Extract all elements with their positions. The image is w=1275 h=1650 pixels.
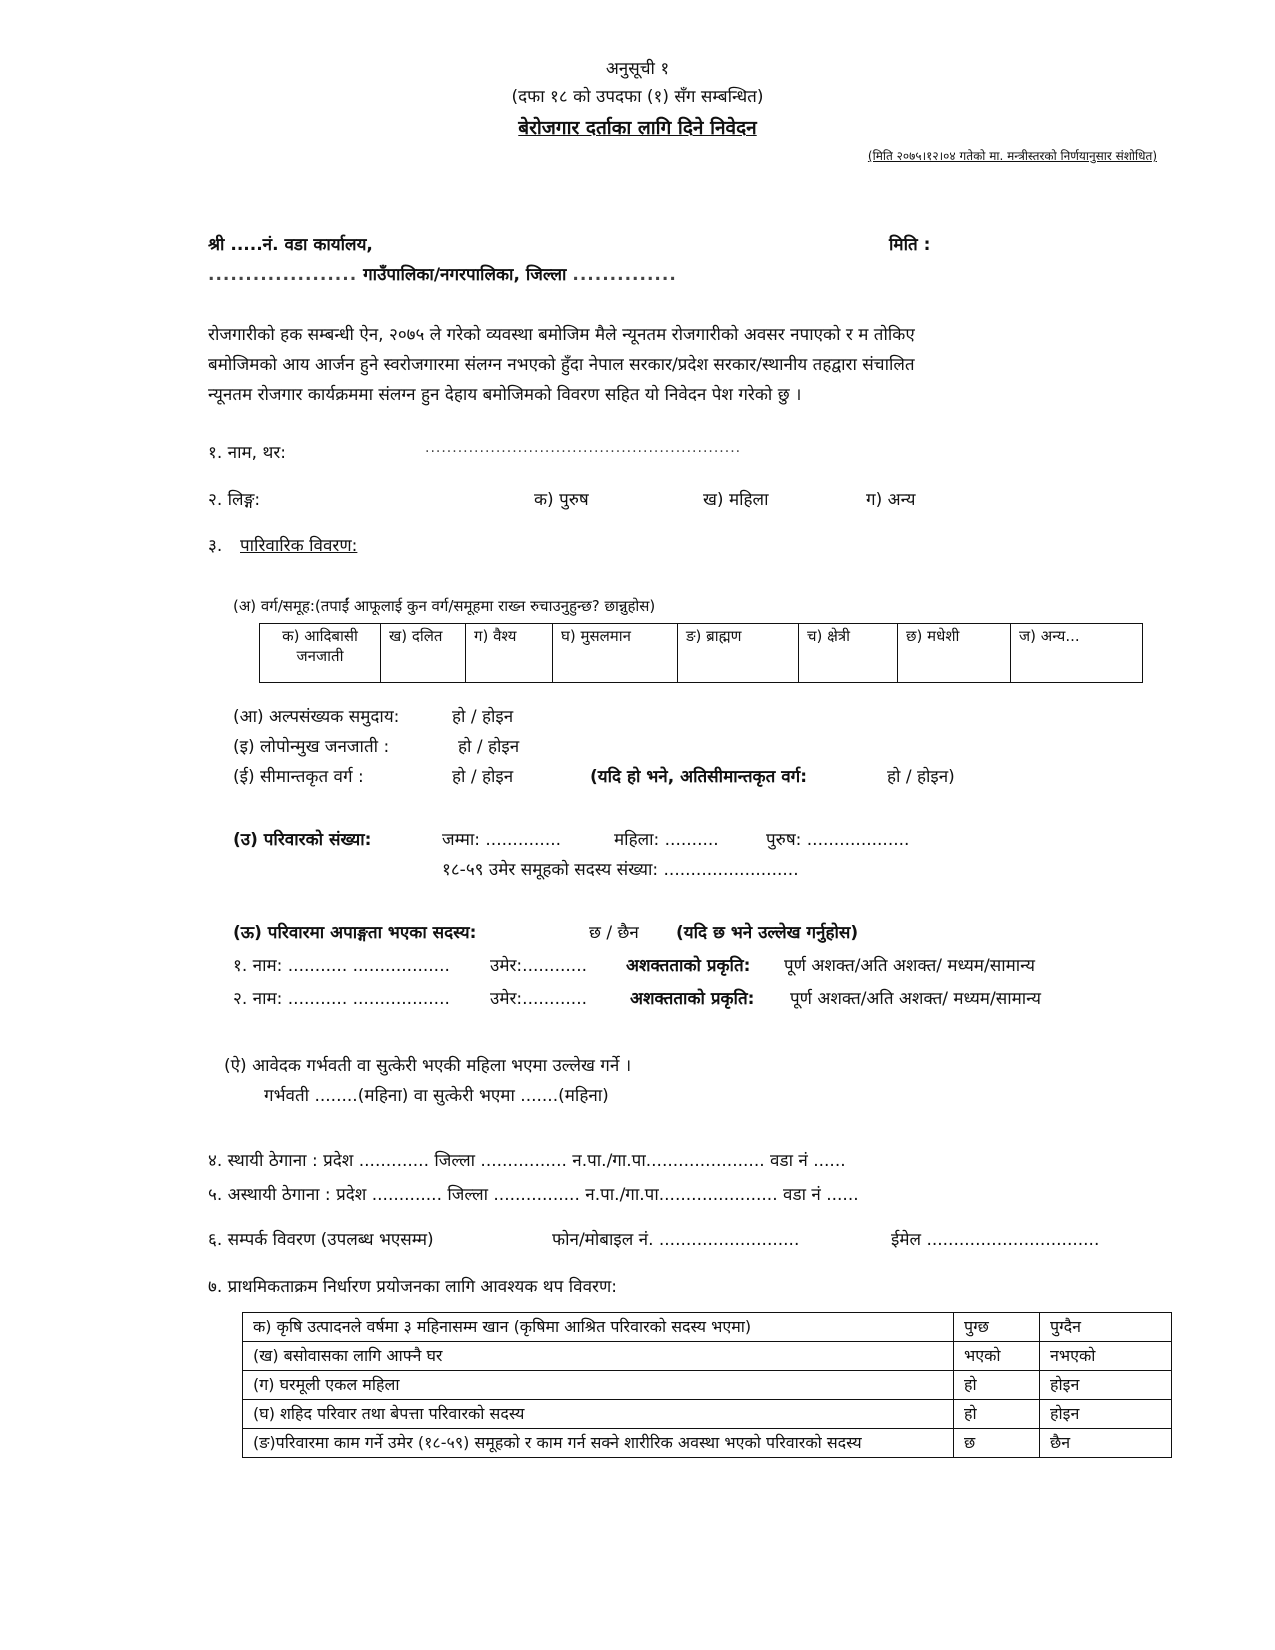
reference-line: (दफा १८ को उपदफा (१) सँग सम्बन्धित) xyxy=(511,87,764,107)
group-option[interactable]: क) आदिबासी जनजाती xyxy=(260,624,381,683)
priority-answer-no[interactable]: होइन xyxy=(1040,1400,1172,1429)
priority-answer-yes[interactable]: हो xyxy=(954,1371,1040,1400)
priority-answer-no[interactable]: होइन xyxy=(1040,1371,1172,1400)
priority-question: (ख) बसोवासका लागि आफ्नै घर xyxy=(243,1342,954,1371)
family-size-label: (उ) परिवारको संख्या: xyxy=(233,830,372,850)
family-details-heading: पारिवारिक विवरण: xyxy=(240,536,358,556)
marginalized-options[interactable]: हो / होइन xyxy=(452,767,514,787)
family-total-field[interactable]: जम्मा: .............. xyxy=(442,830,562,850)
group-option[interactable]: च) क्षेत्री xyxy=(799,624,898,683)
disabled-member-age-1[interactable]: उमेर:............ xyxy=(490,956,588,976)
disability-options[interactable]: छ / छैन xyxy=(589,923,639,943)
group-option[interactable]: ग) वैश्य xyxy=(466,624,553,683)
priority-question: (घ) शहिद परिवार तथा बेपत्ता परिवारको सदस्य xyxy=(243,1400,954,1429)
priority-question: (ग) घरमूली एकल महिला xyxy=(243,1371,954,1400)
item7-label: ७. प्राथमिकताक्रम निर्धारण प्रयोजनका लागि आवश्यक थप विवरण: xyxy=(208,1277,618,1297)
extreme-marginalized-label: (यदि हो भने, अतिसीमान्तकृत वर्ग: xyxy=(590,767,808,787)
priority-answer-yes[interactable]: पुग्छ xyxy=(954,1313,1040,1342)
group-prompt: (अ) वर्ग/समूह:(तपाईं आफूलाई कुन वर्ग/समूहमा राख्न रुचाउनुहुन्छ? छान्नुहोस) xyxy=(233,597,656,615)
table-row xyxy=(243,1400,1172,1429)
temporary-address-line[interactable]: ५. अस्थायी ठेगाना : प्रदेश ............. जिल्ला ................ न.पा./गा.पा...................... वडा नं ...... xyxy=(208,1185,859,1205)
priority-answer-yes[interactable]: हो xyxy=(954,1400,1040,1429)
disability-note: (यदि छ भने उल्लेख गर्नुहोस) xyxy=(676,923,859,943)
priority-answer-no[interactable]: छैन xyxy=(1040,1429,1172,1458)
addressee-municipality-text: गाउँपालिका/नगरपालिका, जिल्ला xyxy=(363,265,567,285)
group-option[interactable]: ज) अन्य... xyxy=(1011,624,1143,683)
phone-field[interactable]: फोन/मोबाइल नं. .......................... xyxy=(552,1230,800,1250)
group-option[interactable]: ङ) ब्राह्मण xyxy=(678,624,799,683)
endangered-label: (इ) लोपोन्मुख जनजाती : xyxy=(233,737,390,757)
priority-question: क) कृषि उत्पादनले वर्षमा ३ महिनासम्म खान (कृषिमा आश्रित परिवारको सदस्य भएमा) xyxy=(243,1313,954,1342)
disability-label: (ऊ) परिवारमा अपाङ्गता भएका सदस्य: xyxy=(233,923,477,943)
item1-label: १. नाम, थर: xyxy=(208,443,287,463)
table-row xyxy=(243,1371,1172,1400)
name-field[interactable]: .......................................................... xyxy=(425,440,742,456)
extreme-marginalized-options[interactable]: हो / होइन) xyxy=(887,767,955,787)
amendment-note: (मिति २०७५।१२।०४ गतेको मा. मन्त्रीस्तरको निर्णयानुसार संशोधित) xyxy=(867,149,1157,163)
priority-answer-no[interactable]: पुग्दैन xyxy=(1040,1313,1172,1342)
minority-options[interactable]: हो / होइन xyxy=(452,707,514,727)
intro-line-2: बमोजिमको आय आर्जन हुने स्वरोजगारमा संलग्न नभएको हुँदा नेपाल सरकार/प्रदेश सरकार/स्थानीय तहद्वारा संचालित xyxy=(208,355,915,375)
table-row xyxy=(243,1342,1172,1371)
caste-group-table xyxy=(259,623,1143,683)
item3-label: ३. xyxy=(208,536,223,556)
addressee-dots-right[interactable]: .............. xyxy=(572,265,677,285)
schedule-label: अनुसूची १ xyxy=(605,59,670,79)
disabled-member-name-2[interactable]: २. नाम: ........... .................. xyxy=(233,989,450,1009)
addressee-dots-left[interactable]: .................... xyxy=(208,265,358,285)
gender-option-female[interactable]: ख) महिला xyxy=(703,490,769,510)
priority-question: (ङ)परिवारमा काम गर्ने उमेर (१८-५९) समूहको र काम गर्न सक्ने शारीरिक अवस्था भएको परिवारको सदस्य xyxy=(243,1429,954,1458)
email-field[interactable]: ईमेल ................................ xyxy=(891,1230,1100,1250)
disabled-member-name-1[interactable]: १. नाम: ........... .................. xyxy=(233,956,450,976)
form-title: बेरोजगार दर्ताका लागि दिने निवेदन xyxy=(518,117,757,139)
disability-nature-label-1: अशक्तताको प्रकृति: xyxy=(626,956,751,976)
disabled-member-age-2[interactable]: उमेर:............ xyxy=(490,989,588,1009)
disability-nature-label-2: अशक्तताको प्रकृति: xyxy=(630,989,755,1009)
group-option[interactable]: ख) दलित xyxy=(381,624,466,683)
endangered-options[interactable]: हो / होइन xyxy=(458,737,520,757)
disability-nature-options-2[interactable]: पूर्ण अशक्त/अति अशक्त/ मध्यम/सामान्य xyxy=(790,989,1042,1009)
pregnancy-line-1: (ऐ) आवेदक गर्भवती वा सुत्केरी भएकी महिला भएमा उल्लेख गर्ने । xyxy=(224,1056,632,1076)
intro-line-1: रोजगारीको हक सम्बन्धी ऐन, २०७५ ले गरेको व्यवस्था बमोजिम मैले न्यूनतम रोजगारीको अवसर नपाएको र म तोकिए xyxy=(208,325,915,345)
intro-line-3: न्यूनतम रोजगार कार्यक्रममा संलग्न हुन देहाय बमोजिमको विवरण सहित यो निवेदन पेश गरेको छु । xyxy=(208,385,802,405)
contact-label: ६. सम्पर्क विवरण (उपलब्ध भएसम्म) xyxy=(208,1230,434,1250)
group-option[interactable]: छ) मधेशी xyxy=(898,624,1011,683)
priority-answer-yes[interactable]: भएको xyxy=(954,1342,1040,1371)
priority-table xyxy=(242,1312,1172,1458)
working-age-field[interactable]: १८-५९ उमेर समूहको सदस्य संख्या: ......................... xyxy=(442,860,799,880)
disability-nature-options-1[interactable]: पूर्ण अशक्त/अति अशक्त/ मध्यम/सामान्य xyxy=(784,956,1036,976)
gender-option-other[interactable]: ग) अन्य xyxy=(866,490,916,510)
date-label: मिति : xyxy=(889,235,931,255)
group-option[interactable]: घ) मुसलमान xyxy=(553,624,678,683)
permanent-address-line[interactable]: ४. स्थायी ठेगाना : प्रदेश ............. जिल्ला ................ न.पा./गा.पा...................... वडा नं ...... xyxy=(208,1151,846,1171)
addressee-line-2 xyxy=(208,262,677,285)
gender-option-male[interactable]: क) पुरुष xyxy=(534,490,589,510)
marginalized-label: (ई) सीमान्तकृत वर्ग : xyxy=(233,767,364,787)
table-row xyxy=(243,1429,1172,1458)
family-male-field[interactable]: पुरुष: ................... xyxy=(766,830,910,850)
pregnancy-line-2[interactable]: गर्भवती ........(महिना) वा सुत्केरी भएमा .......(महिना) xyxy=(264,1086,609,1106)
minority-label: (आ) अल्पसंख्यक समुदाय: xyxy=(233,707,400,727)
addressee-line-1: श्री .....नं. वडा कार्यालय, xyxy=(208,235,373,255)
priority-answer-no[interactable]: नभएको xyxy=(1040,1342,1172,1371)
table-row xyxy=(243,1313,1172,1342)
priority-answer-yes[interactable]: छ xyxy=(954,1429,1040,1458)
family-female-field[interactable]: महिला: .......... xyxy=(614,830,719,850)
item2-label: २. लिङ्ग: xyxy=(208,490,261,510)
